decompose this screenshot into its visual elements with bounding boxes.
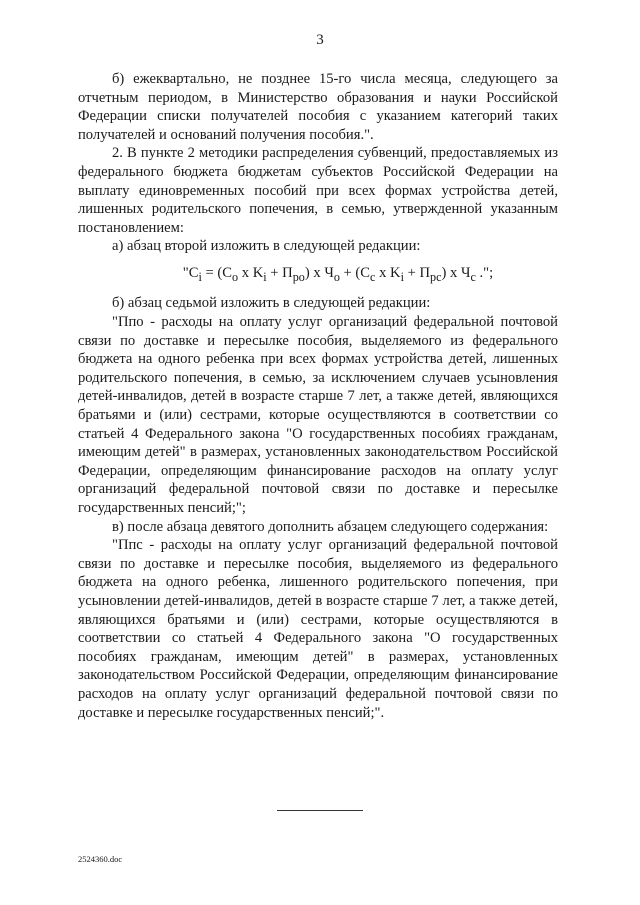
- document-body: [78, 70, 558, 722]
- formula: "$C_i = (C_o$ x $K_i + П_{po}$) x $Ч_o + (C_c$ x $K_i + П_{pc}$) x $Ч_c$ .";: [182, 264, 494, 284]
- paragraph-3: а) абзац второй изложить в следующей редакции:: [112, 238, 421, 255]
- footer-filename: 2524360.doc: [78, 854, 123, 864]
- paragraph-7: "Ппс - расходы на оплату услуг организаций федеральной почтовой связи по доставке и пересылке пособия, выделяемого из федерального бюджета на одного ребенка, лишенного родительского попечения, при усыновлении детей-инвалидов, детей в возрасте старше 7 лет, а также детей, являющихся братьями и (или) сестрами, которые осуществляются в соответствии со статьей 4 Федерального закона "О государственных пособиях гражданам, имеющим детей" в размерах, установленных законодательством Российской Федерации, определяющим финансирование расходов на оплату услуг организаций федеральной почтовой связи по доставке и пересылке государственных пенсий;".: [78, 537, 558, 721]
- end-divider: [277, 810, 363, 811]
- paragraph-5: "Ппо - расходы на оплату услуг организаций федеральной почтовой связи по доставке и пересылке пособия, выделяемого из федерального бюджета на одного ребенка при всех формах устройства детей, лишенных родительского попечения, в семью, за исключением случаев усыновления детей-инвалидов, детей в возрасте старше 7 лет, а также детей, являющихся братьями и (или) сестрами, которые осуществляются в соответствии со статьей 4 Федерального закона "О государственных пособиях гражданам, имеющим детей" в размерах, установленных законодательством Российской Федерации, определяющим финансирование расходов на оплату услуг организаций федеральной почтовой связи по доставке и пересылке государственных пенсий;";: [78, 314, 558, 516]
- page-number: 3: [316, 32, 324, 48]
- paragraph-6: в) после абзаца девятого дополнить абзацем следующего содержания:: [112, 518, 549, 535]
- paragraph-4: б) абзац седьмой изложить в следующей редакции:: [112, 295, 431, 312]
- paragraph-2: 2. В пункте 2 методики распределения субвенций, предоставляемых из федерального бюджета бюджетам субъектов Российской Федерации на выплату единовременных пособий при всех формах устройства детей, лишенных родительского попечения, в семью, утвержденной указанным постановлением:: [78, 145, 558, 236]
- paragraph-1: б) ежеквартально, не позднее 15-го числа месяца, следующего за отчетным периодом, в Министерство образования и науки Российской Федерации списки получателей пособия с указанием категорий таких получателей и оснований получения пособия.".: [78, 71, 558, 143]
